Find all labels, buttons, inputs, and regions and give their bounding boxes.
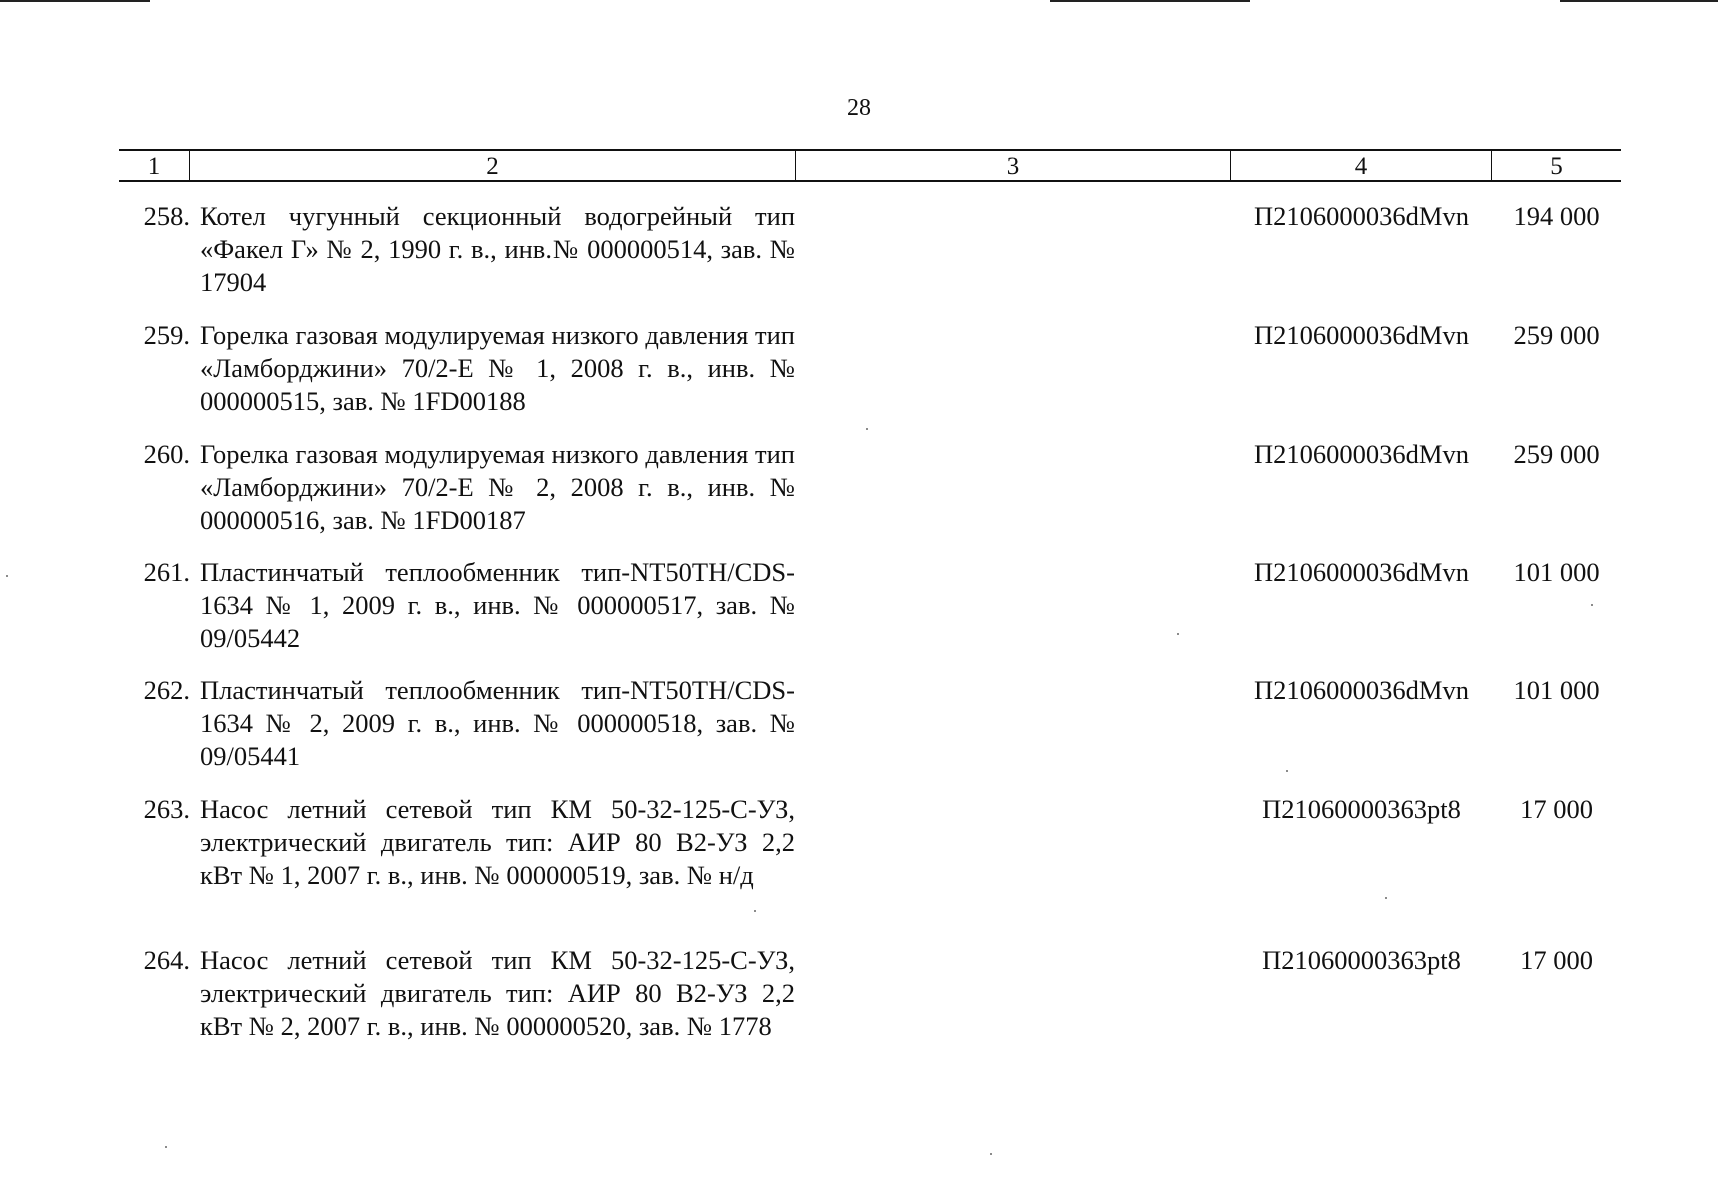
row-description: Котел чугунный секционный водогрейный тип «Факел Г» № 2, 1990 г. в., инв.№ 000000514, зав. № 17904	[200, 201, 795, 297]
row-description: Насос летний сетевой тип КМ 50-32-125-С-УЗ, электрический двигатель тип: АИР 80 В2-УЗ 2,2 кВт № 1, 2007 г. в., инв. № 000000519, зав. № н/д	[200, 794, 795, 890]
row-amount: 17 000	[1520, 945, 1593, 975]
row-code: П21060000363pt8	[1262, 945, 1461, 975]
header-col-1: 1	[119, 151, 190, 180]
page-number: 28	[847, 95, 871, 121]
row-amount: 101 000	[1513, 557, 1600, 587]
scan-speck	[1177, 633, 1179, 635]
row-code: П21060000363pt8	[1262, 794, 1461, 824]
row-amount: 101 000	[1513, 675, 1600, 705]
scan-speck	[1385, 897, 1387, 899]
row-amount: 259 000	[1513, 320, 1600, 350]
row-number: 264.	[143, 945, 190, 975]
scan-speck	[990, 1153, 992, 1155]
scan-speck	[1591, 604, 1593, 606]
row-amount: 194 000	[1513, 201, 1600, 231]
row-number: 262.	[143, 675, 190, 705]
row-amount: 17 000	[1520, 794, 1593, 824]
row-code: П2106000036dMvn	[1254, 557, 1469, 587]
header-col-5: 5	[1550, 153, 1563, 180]
scan-edge-line	[1050, 0, 1250, 2]
row-number: 263.	[143, 794, 190, 824]
row-description: Горелка газовая модулируемая низкого давления тип «Ламборджини» 70/2-Е № 2, 2008 г. в., инв. № 000000516, зав. № 1FD00187	[200, 439, 795, 535]
row-code: П2106000036dMvn	[1254, 201, 1469, 231]
row-number: 258.	[143, 201, 190, 231]
row-description: Горелка газовая модулируемая низкого давления тип «Ламборджини» 70/2-Е № 1, 2008 г. в., инв. № 000000515, зав. № 1FD00188	[200, 320, 795, 416]
row-number: 259.	[143, 320, 190, 350]
scan-speck	[754, 910, 756, 912]
row-code: П2106000036dMvn	[1254, 675, 1469, 705]
header-col-3: 3	[796, 151, 1231, 180]
row-description: Насос летний сетевой тип КМ 50-32-125-С-УЗ, электрический двигатель тип: АИР 80 В2-УЗ 2,2 кВт № 2, 2007 г. в., инв. № 000000520, зав. № 1778	[200, 945, 795, 1041]
row-code: П2106000036dMvn	[1254, 320, 1469, 350]
scan-speck	[866, 428, 868, 430]
row-description: Пластинчатый теплообменник тип-NT50TH/CDS-1634 № 2, 2009 г. в., инв. № 000000518, зав. № 09/05441	[200, 675, 795, 771]
header-col-2: 2	[190, 151, 796, 180]
row-number: 261.	[143, 557, 190, 587]
row-number: 260.	[143, 439, 190, 469]
header-col-4: 4	[1231, 151, 1492, 180]
table-header	[119, 149, 1621, 182]
row-amount: 259 000	[1513, 439, 1600, 469]
scan-speck	[6, 575, 8, 577]
scan-edge-line	[0, 0, 150, 2]
scan-speck	[165, 1146, 167, 1148]
scan-speck	[1286, 770, 1288, 772]
row-description: Пластинчатый теплообменник тип-NT50TH/CDS-1634 № 1, 2009 г. в., инв. № 000000517, зав. № 09/05442	[200, 557, 795, 653]
row-code: П2106000036dMvn	[1254, 439, 1469, 469]
scan-edge-line	[1560, 0, 1718, 2]
